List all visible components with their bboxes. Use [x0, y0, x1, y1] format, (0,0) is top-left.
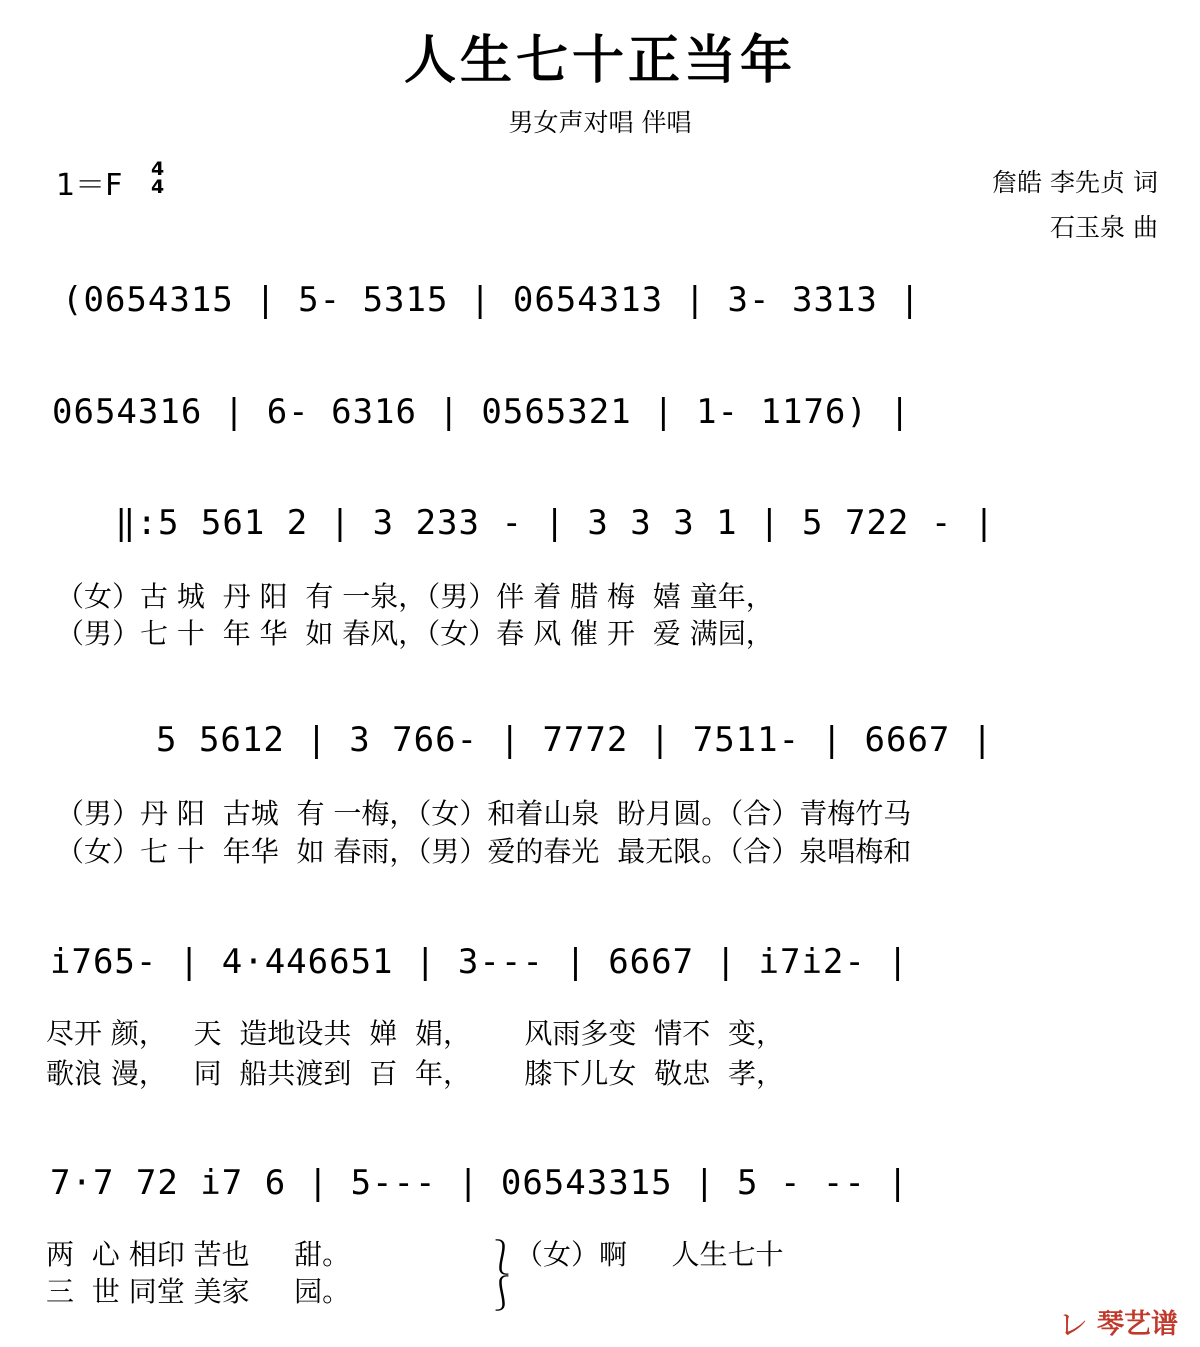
score-line-5: i765- | 4·446651 | 3--- | 6667 | i7i2- | [50, 942, 909, 982]
lyric-line-3a: 尽开 颜， 天 造地设共 婵 娟， 风雨多变 情不 变， [46, 1017, 785, 1050]
score-line-1: (0654315 | 5- 5315 | 0654313 | 3- 3313 | [62, 280, 921, 320]
time-signature [151, 160, 164, 196]
watermark-logo-icon: ㆑ [1058, 1308, 1088, 1343]
lyricist: 詹皓 李先贞 词 [992, 168, 1158, 197]
lyric-line-1b: （男）七 十 年 华 如 春风，（女）春 风 催 开 爱 满园， [56, 617, 774, 650]
composer: 石玉泉 曲 [1050, 213, 1158, 242]
watermark: 琴艺谱 [1097, 1309, 1178, 1340]
page-title: 人生七十正当年 [403, 30, 796, 91]
lyric-line-1a: （女）古 城 丹 阳 有 一泉，（男）伴 着 腊 梅 嬉 童年， [56, 580, 774, 613]
time-signature-bottom: 4 [151, 176, 165, 198]
subtitle: 男女声对唱 伴唱 [508, 108, 692, 137]
lyric-line-4b: 三 世 同堂 美家 园。 [46, 1275, 351, 1308]
lyric-line-2a: （男）丹 阳 古城 有 一梅，（女）和着山泉 盼月圆。（合）青梅竹马 [56, 797, 912, 830]
time-signature-top: 4 [151, 158, 165, 180]
score-line-6: 7·7 72 i7 6 | 5--- | 06543315 | 5 - -- | [50, 1163, 909, 1203]
score-line-3: ‖:5 561 2 | 3 233 - | 3 3 3 1 | 5 722 - | [115, 503, 996, 543]
lyric-line-4a: 两 心 相印 苦也 甜。 [46, 1238, 351, 1271]
score-line-4: 5 5612 | 3 766- | 7772 | 7511- | 6667 | [156, 720, 994, 760]
key-signature: 1＝F [56, 168, 123, 203]
score-line-2: 0654316 | 6- 6316 | 0565321 | 1- 1176) | [52, 392, 911, 432]
lyric-line-2b: （女）七 十 年华 如 春雨，（男）爱的春光 最无限。（合）泉唱梅和 [56, 835, 912, 868]
brace-open: ⎱ [485, 1238, 519, 1278]
lyric-extra: （女）啊 人生七十 [515, 1238, 784, 1271]
lyric-line-3b: 歌浪 漫， 同 船共渡到 百 年， 膝下儿女 敬忠 孝， [46, 1057, 785, 1090]
brace-close: ⎰ [485, 1274, 519, 1314]
